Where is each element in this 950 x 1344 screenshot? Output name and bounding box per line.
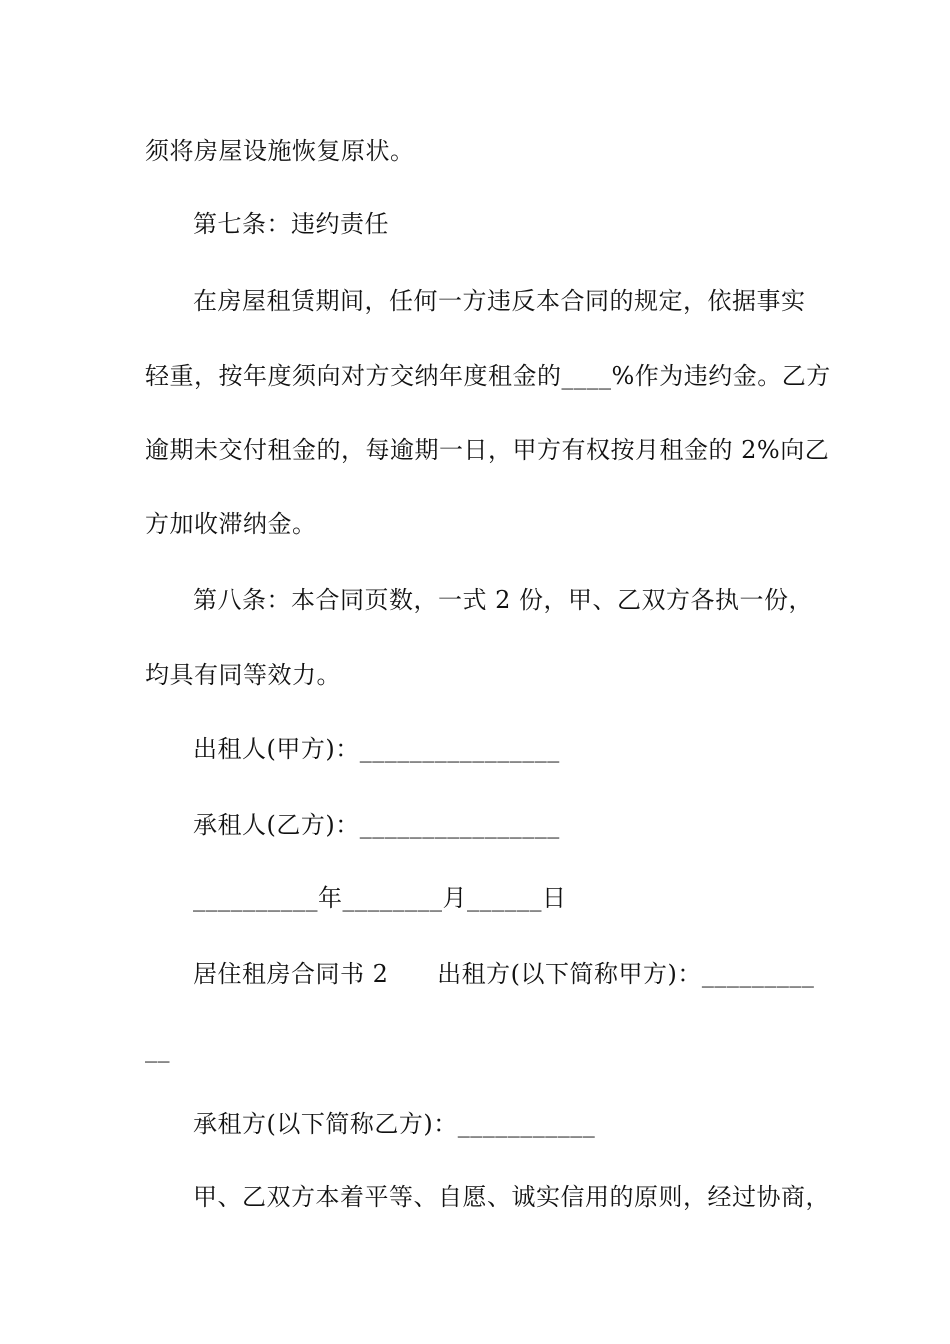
article-heading: 第七条：违约责任 [193,210,389,238]
paragraph-line: 甲、乙双方本着平等、自愿、诚实信用的原则，经过协商， [193,1183,830,1211]
date-line: __________年________月______日 [193,884,567,912]
paragraph-line: 轻重，按年度须向对方交纳年度租金的____%作为违约金。乙方 [145,362,831,390]
paragraph-line: 逾期未交付租金的，每逾期一日，甲方有权按月租金的 2%向乙 [145,436,830,464]
contract-title-line: 居住租房合同书 2 出租方(以下简称甲方)：_________ [193,960,815,988]
lessee-line: 承租方(以下简称乙方)：___________ [193,1110,596,1138]
article-heading: 第八条：本合同页数，一式 2 份，甲、乙双方各执一份， [193,586,814,614]
paragraph-line: 方加收滞纳金。 [145,510,317,538]
paragraph-line: 在房屋租赁期间，任何一方违反本合同的规定，依据事实 [193,287,806,315]
paragraph-line: 须将房屋设施恢复原状。 [145,137,415,165]
paragraph-line: __ [145,1035,170,1063]
lessor-signature-line: 出租人(甲方)：________________ [193,735,560,763]
lessee-signature-line: 承租人(乙方)：________________ [193,811,560,839]
paragraph-line: 均具有同等效力。 [145,661,341,689]
